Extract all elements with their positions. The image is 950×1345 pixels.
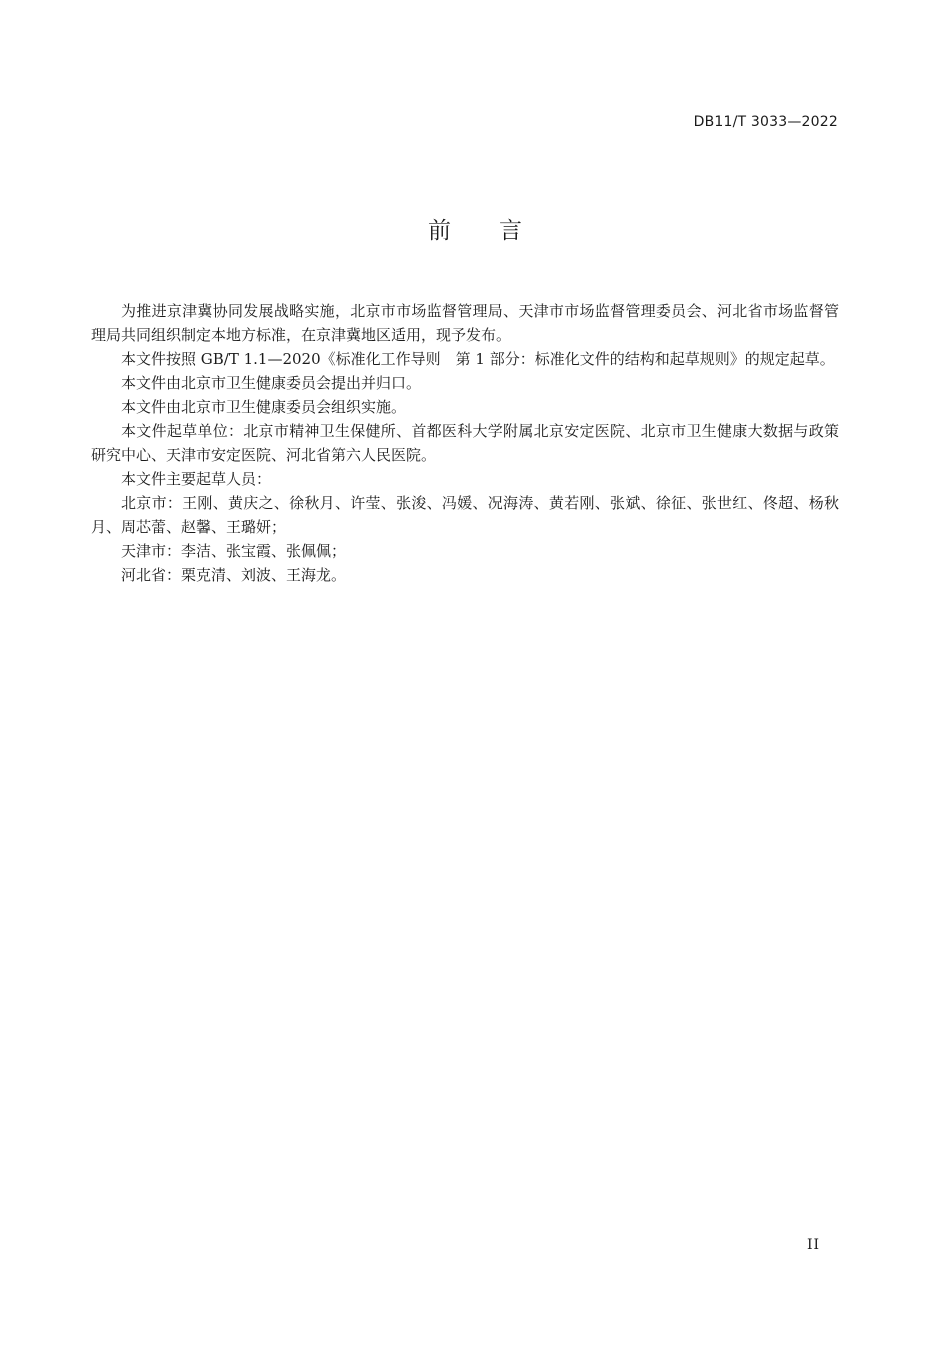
paragraph-implementer: 本文件由北京市卫生健康委员会组织实施。 [121,398,407,416]
paragraph-proposer: 本文件由北京市卫生健康委员会提出并归口。 [121,374,422,392]
document-code: DB11/T 3033—2022 [693,114,838,130]
page-number: II [806,1237,820,1253]
paragraph-drafters-hebei: 河北省：栗克清、刘波、王海龙。 [121,566,347,584]
paragraph-drafters-tianjin: 天津市：李洁、张宝霞、张佩佩； [121,542,347,560]
paragraph-purpose: 为推进京津冀协同发展战略实施，北京市市场监督管理局、天津市市场监督管理委员会、河北省市场监督管理局共同组织制定本地方标准，在京津冀地区适用，现予发布。 [91,302,839,344]
paragraph-drafting-rules: 本文件按照 GB/T 1.1—2020《标准化工作导则 第 1 部分：标准化文件的结构和起草规则》的规定起草。 [121,350,835,368]
page-title: 前言 [428,218,570,244]
paragraph-drafting-units: 本文件起草单位：北京市精神卫生保健所、首都医科大学附属北京安定医院、北京市卫生健康大数据与政策研究中心、天津市安定医院、河北省第六人民医院。 [91,422,839,464]
foreword-body [91,299,839,587]
paragraph-drafters-heading: 本文件主要起草人员： [121,470,272,488]
paragraph-drafters-beijing: 北京市：王刚、黄庆之、徐秋月、许莹、张浚、冯媛、况海涛、黄若刚、张斌、徐征、张世红、佟超、杨秋月、周芯蕾、赵馨、王璐妍； [91,494,839,536]
